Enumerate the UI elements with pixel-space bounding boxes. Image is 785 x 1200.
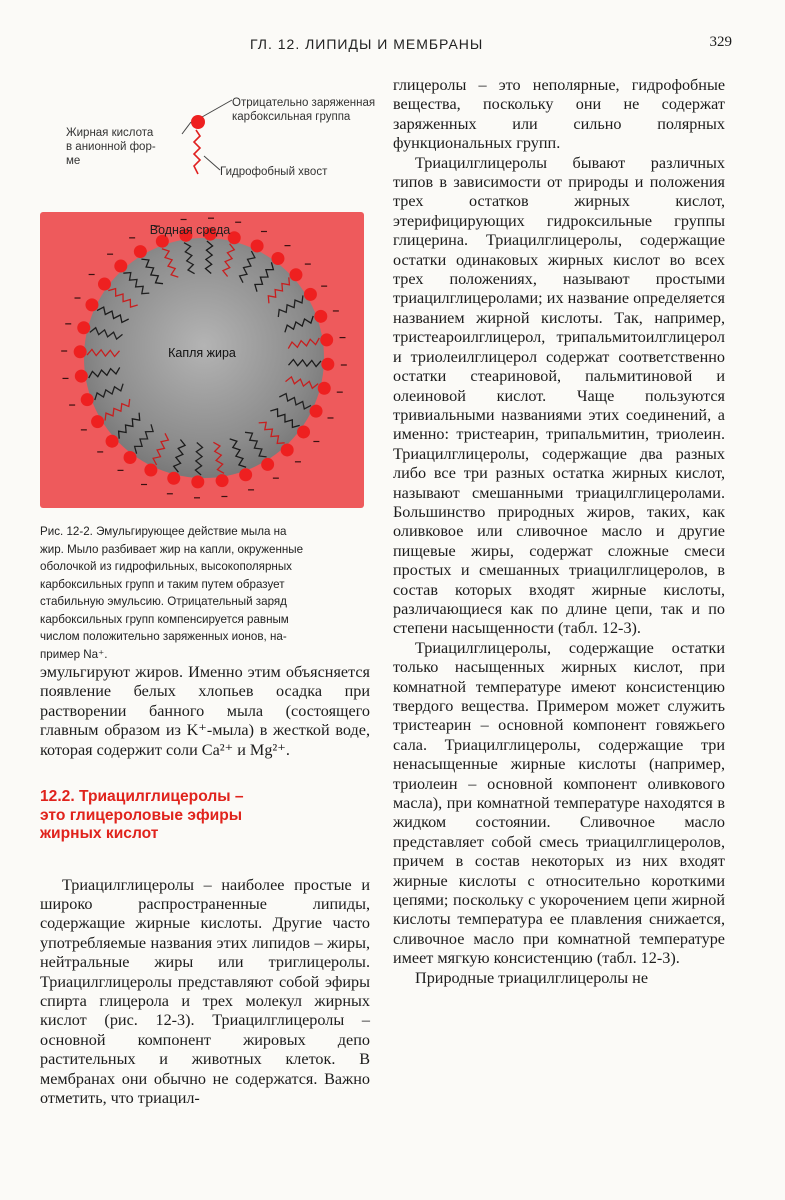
carboxyl-head-icon — [191, 115, 205, 129]
caption-line: карбоксильных групп и таким путем образует — [40, 577, 285, 591]
label-hydrophobic-tail: Гидрофобный хвост — [220, 166, 328, 178]
aqueous-medium-label: Водная среда — [149, 223, 231, 237]
body-paragraph: глицеролы – это неполярные, гидрофобные вещества, поскольку они не содержат заряженных или сильно полярных функциональных групп. — [393, 76, 725, 153]
caption-line: Рис. 12-2. Эмульгирующее действие мыла на — [40, 525, 287, 538]
carboxyl-head — [310, 405, 323, 418]
caption-line: жир. Мыло разбивает жир на капли, окруженные — [40, 542, 304, 556]
label-charged-group-2: карбоксильная группа — [232, 111, 351, 123]
caption-line: карбоксильных групп компенсируется равным — [40, 612, 289, 626]
carboxyl-head — [304, 288, 317, 301]
carboxyl-head — [271, 252, 284, 265]
section-heading-line: это глицероловые эфиры — [40, 806, 243, 824]
caption-line: оболочкой из гидрофильных, высокополярных — [40, 560, 292, 573]
carboxyl-head — [281, 443, 294, 456]
label-fatty-acid-3: ме — [66, 155, 81, 167]
carboxyl-head — [81, 393, 94, 406]
carboxyl-head — [297, 425, 310, 438]
carboxyl-head — [239, 468, 252, 481]
fat-droplet-label: Капля жира — [168, 346, 236, 360]
caption-line: стабильную эмульсию. Отрицательный заряд — [40, 595, 287, 608]
carboxyl-head — [314, 310, 327, 323]
label-fatty-acid-2: в анионной фор- — [66, 141, 156, 153]
carboxyl-head — [124, 451, 137, 464]
right-column — [393, 76, 725, 988]
left-column — [40, 663, 370, 1108]
emulsion-diagram — [40, 212, 364, 508]
carboxyl-head — [74, 345, 87, 358]
hydrophobic-tail-icon — [194, 130, 200, 174]
emulsion-figure — [40, 212, 364, 508]
carboxyl-head — [114, 260, 127, 273]
section-heading-line: 12.2. Триацилглицеролы – — [40, 788, 244, 806]
page-number: 329 — [709, 34, 732, 50]
body-paragraph: Триацилглицеролы – наиболее простые и широко распространенные липиды, содержащие жирные кислоты. Другие часто употребляемые названия этих липидов – жиры, нейтральные жиры или триглицеролы. Триацилглицеролы представляют собой эфиры спирта глицерола и трех молекул жирных кислот (рис. 12-3). Триацилглицеролы – основной компонент жировых депо растительных и животных клеток. В мембранах они обычно не содержатся. Важно отметить, что триацил- — [40, 875, 370, 1107]
carboxyl-head — [320, 333, 333, 346]
fatty-acid-legend-icon — [160, 90, 240, 190]
carboxyl-head — [75, 370, 88, 383]
label-fatty-acid-1: Жирная кислота — [66, 127, 154, 139]
section-heading-line: жирных кислот — [40, 825, 159, 843]
carboxyl-head — [289, 268, 302, 281]
section-heading — [40, 788, 370, 844]
caption-line: пример Na⁺. — [40, 647, 108, 661]
carboxyl-head — [134, 245, 147, 258]
carboxyl-head — [106, 435, 119, 448]
carboxyl-head — [318, 382, 331, 395]
carboxyl-head — [91, 415, 104, 428]
body-paragraph: Триацилглицеролы бывают различных типов в зависимости от природы и положения трех остатков жирных кислот, этерифицирующих гидроксильные группы глицерина. Триацилглицеролы, содержащие остатки одинаковых жирных кислот во всех трех положениях, называют простыми триацилглицеролами; их название определяется названием жирной кислоты. Так, например, тристеароилглицерол, трипальмитоилглицерол и триолеилглицерол содержат соответственно остатки стеариновой, пальмитиновой и олеиновой кислот. Чаще пользуются тривиальными названиями этих соединений, а именно: тристеарин, трипальмитин, триолеин. Триацилглицеролы, содержащие два разных либо все три разных остатка жирных кислот, называют смешанными триацилглицеролами. Большинство природных жиров, таких, как оливковое или сливочное масло и другие пищевые жиры, содержат сложные смеси простых и смешанных триацилглицеролов, в состав которых входят жирные кислоты, различающиеся как по длине цепи, так и по степени насыщенности (табл. 12-3). — [393, 153, 725, 638]
label-charged-group-1: Отрицательно заряженная — [232, 97, 376, 109]
body-paragraph: Триацилглицеролы, содержащие остатки только насыщенных жирных кислот, при комнатной температуре имеют консистенцию твердого вещества. Примером может служить тристеарин – основной компонент говяжьего сала. Триацилглицеролы, содержащие три ненасыщенные жирные кислоты (например, триолеин – основной компонент оливкового масла), при комнатной температуре находятся в жидком состоянии. Сливочное масло представляет собой смесь триацилглицеролов, причем в состав некоторых из них входят жирные кислоты с относительно короткими цепями; поскольку с укорочением цепи жирной кислоты температура ее плавления снижается, сливочное масло при комнатной температуре имеет мягкую консистенцию (табл. 12-3). — [393, 638, 725, 968]
running-head: ГЛ. 12. ЛИПИДЫ И МЕМБРАНЫ — [250, 36, 484, 52]
carboxyl-head — [251, 239, 264, 252]
carboxyl-head — [77, 321, 90, 334]
carboxyl-head — [144, 464, 157, 477]
carboxyl-head — [191, 475, 204, 488]
carboxyl-head — [261, 458, 274, 471]
caption-line: числом положительно заряженных ионов, на- — [40, 630, 287, 643]
carboxyl-head — [98, 278, 111, 291]
body-paragraph: эмульгируют жиров. Именно этим объясняется появление белых хлопьев осадка при растворении банного мыла (состоящего главным образом из K⁺-мыла) в жесткой воде, которая содержит соли Ca²⁺ и Mg²⁺. — [40, 663, 370, 759]
carboxyl-head — [167, 472, 180, 485]
carboxyl-head — [321, 358, 334, 371]
carboxyl-head — [216, 474, 229, 487]
figure-caption — [40, 523, 362, 663]
body-paragraph: Природные триацилглицеролы не — [415, 968, 649, 987]
carboxyl-head — [85, 298, 98, 311]
